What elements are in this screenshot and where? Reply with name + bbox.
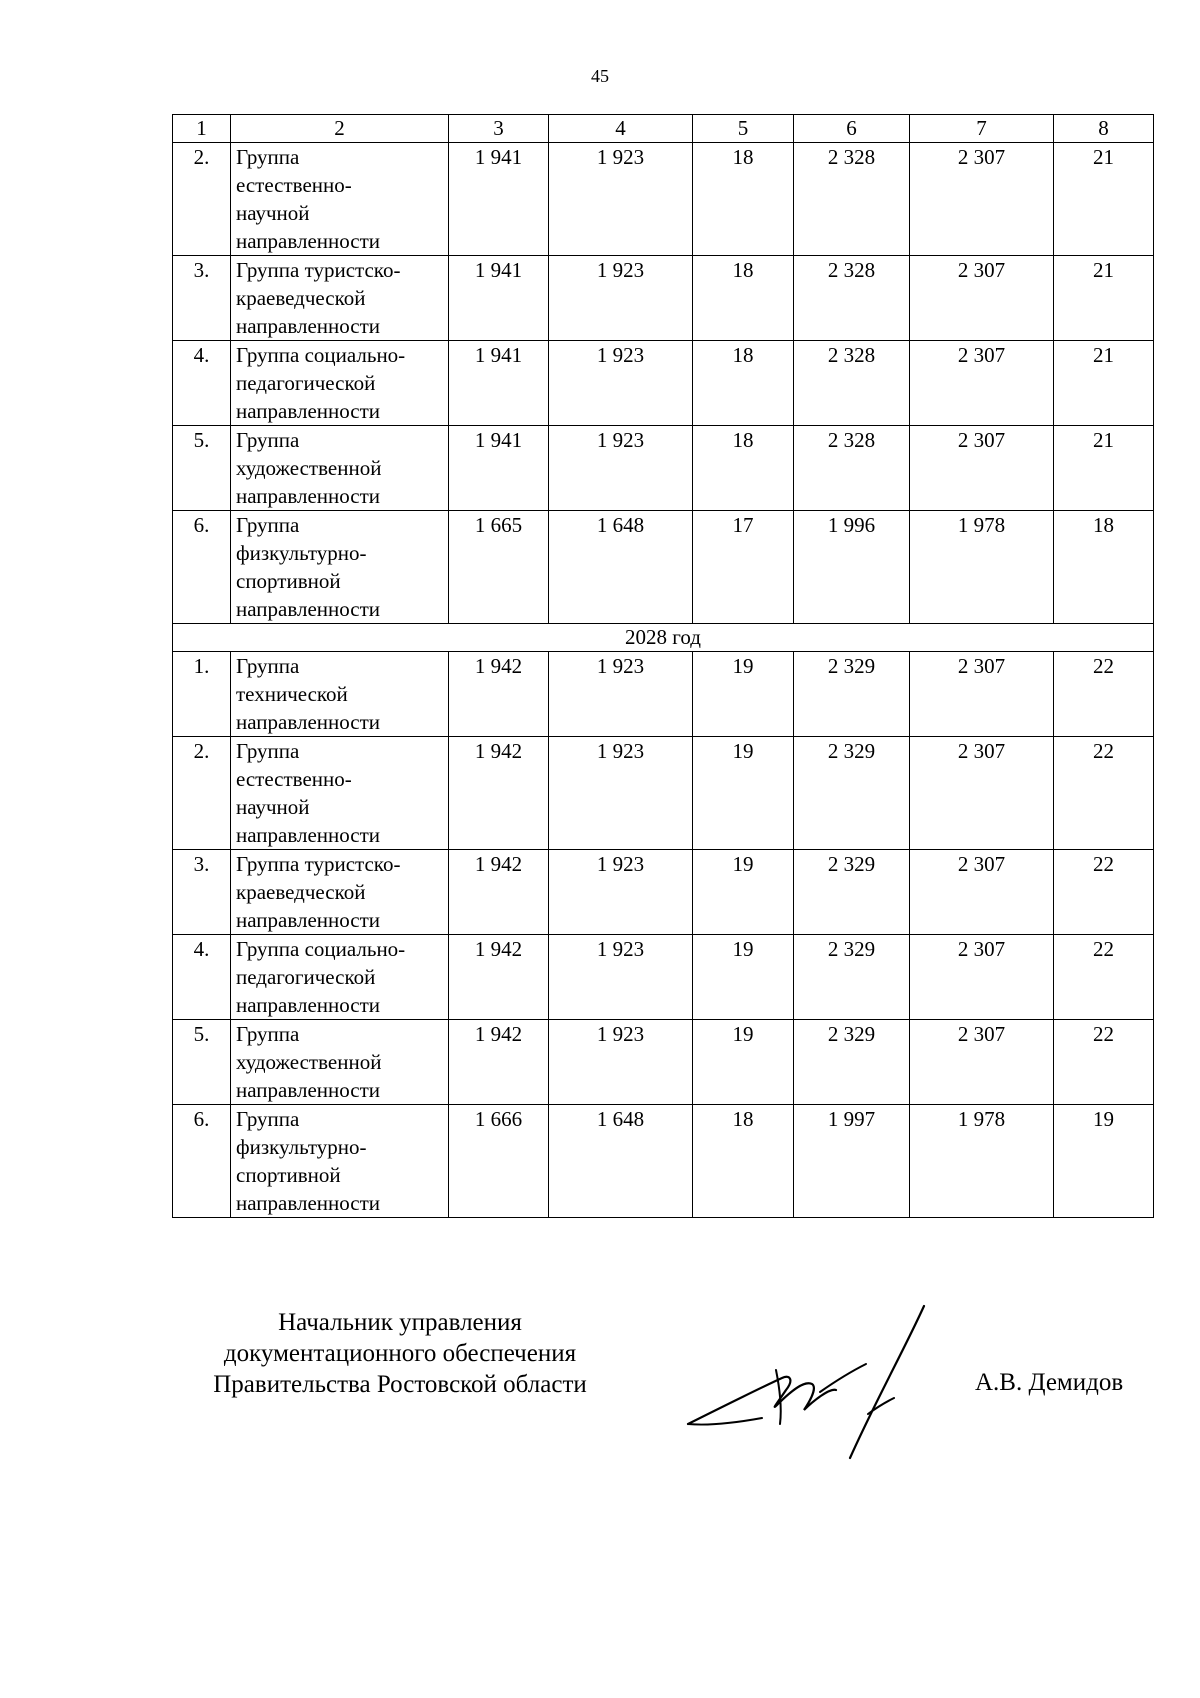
group-name-cell: Группа туристско- краеведческой направленности	[231, 850, 449, 935]
value-cell: 1 978	[910, 1105, 1054, 1218]
value-cell: 2 307	[910, 341, 1054, 426]
value-cell: 18	[693, 256, 794, 341]
row-number-cell: 6.	[173, 1105, 231, 1218]
value-cell: 21	[1054, 341, 1154, 426]
value-cell: 1 648	[549, 511, 693, 624]
position-line: Правительства Ростовской области	[213, 1371, 587, 1398]
value-cell: 2 307	[910, 1020, 1054, 1105]
value-cell: 18	[693, 426, 794, 511]
table-row	[173, 511, 1154, 624]
header-cell: 1	[173, 115, 231, 143]
value-cell: 1 942	[449, 935, 549, 1020]
value-cell: 2 307	[910, 652, 1054, 737]
value-cell: 2 328	[794, 341, 910, 426]
value-cell: 19	[693, 935, 794, 1020]
value-cell: 1 666	[449, 1105, 549, 1218]
value-cell: 22	[1054, 935, 1154, 1020]
table-row	[173, 652, 1154, 737]
row-number-cell: 4.	[173, 341, 231, 426]
row-number-cell: 5.	[173, 426, 231, 511]
value-cell: 19	[693, 737, 794, 850]
position-line: Начальник управления	[278, 1309, 522, 1336]
value-cell: 1 923	[549, 426, 693, 511]
value-cell: 1 942	[449, 737, 549, 850]
row-number-cell: 4.	[173, 935, 231, 1020]
group-name-cell: Группа туристско- краеведческой направленности	[231, 256, 449, 341]
value-cell: 2 328	[794, 426, 910, 511]
value-cell: 22	[1054, 652, 1154, 737]
row-number-cell: 2.	[173, 737, 231, 850]
table-row	[173, 256, 1154, 341]
value-cell: 1 942	[449, 850, 549, 935]
header-cell: 3	[449, 115, 549, 143]
group-name-cell: Группа естественно- научной направленности	[231, 737, 449, 850]
value-cell: 19	[693, 1020, 794, 1105]
value-cell: 21	[1054, 426, 1154, 511]
value-cell: 22	[1054, 1020, 1154, 1105]
header-cell: 6	[794, 115, 910, 143]
signature-position	[170, 1307, 630, 1400]
value-cell: 2 307	[910, 143, 1054, 256]
group-name-cell: Группа социально- педагогической направленности	[231, 341, 449, 426]
value-cell: 2 307	[910, 256, 1054, 341]
row-number-cell: 6.	[173, 511, 231, 624]
section-row	[173, 624, 1154, 652]
value-cell: 1 923	[549, 256, 693, 341]
row-number-cell: 2.	[173, 143, 231, 256]
row-number-cell: 1.	[173, 652, 231, 737]
value-cell: 1 923	[549, 737, 693, 850]
header-cell: 8	[1054, 115, 1154, 143]
header-cell: 7	[910, 115, 1054, 143]
value-cell: 1 648	[549, 1105, 693, 1218]
value-cell: 2 329	[794, 737, 910, 850]
value-cell: 19	[1054, 1105, 1154, 1218]
group-name-cell: Группа художественной направленности	[231, 426, 449, 511]
data-table	[172, 114, 1154, 1218]
value-cell: 1 942	[449, 1020, 549, 1105]
row-number-cell: 3.	[173, 850, 231, 935]
signer-name: А.В. Демидов	[975, 1369, 1124, 1396]
header-cell: 5	[693, 115, 794, 143]
table-row	[173, 341, 1154, 426]
value-cell: 2 307	[910, 426, 1054, 511]
value-cell: 2 307	[910, 737, 1054, 850]
group-name-cell: Группа художественной направленности	[231, 1020, 449, 1105]
value-cell: 18	[693, 1105, 794, 1218]
value-cell: 1 923	[549, 1020, 693, 1105]
value-cell: 2 307	[910, 850, 1054, 935]
value-cell: 1 923	[549, 850, 693, 935]
header-cell: 2	[231, 115, 449, 143]
value-cell: 1 923	[549, 652, 693, 737]
table-row	[173, 143, 1154, 256]
value-cell: 21	[1054, 256, 1154, 341]
value-cell: 1 941	[449, 341, 549, 426]
value-cell: 2 329	[794, 1020, 910, 1105]
value-cell: 1 996	[794, 511, 910, 624]
value-cell: 1 923	[549, 143, 693, 256]
value-cell: 2 329	[794, 935, 910, 1020]
value-cell: 2 328	[794, 143, 910, 256]
value-cell: 2 328	[794, 256, 910, 341]
value-cell: 22	[1054, 850, 1154, 935]
section-label: 2028 год	[173, 624, 1154, 652]
handwritten-signature	[680, 1300, 960, 1460]
value-cell: 19	[693, 850, 794, 935]
table-header-row	[173, 115, 1154, 143]
header-cell: 4	[549, 115, 693, 143]
group-name-cell: Группа физкультурно- спортивной направленности	[231, 1105, 449, 1218]
value-cell: 1 665	[449, 511, 549, 624]
table-row	[173, 426, 1154, 511]
value-cell: 1 997	[794, 1105, 910, 1218]
value-cell: 18	[1054, 511, 1154, 624]
table-row	[173, 1105, 1154, 1218]
table-row	[173, 737, 1154, 850]
value-cell: 1 941	[449, 256, 549, 341]
value-cell: 1 923	[549, 341, 693, 426]
table-row	[173, 935, 1154, 1020]
group-name-cell: Группа естественно- научной направленности	[231, 143, 449, 256]
table-row	[173, 1020, 1154, 1105]
page-number: 45	[591, 66, 609, 86]
value-cell: 19	[693, 652, 794, 737]
value-cell: 18	[693, 143, 794, 256]
value-cell: 1 978	[910, 511, 1054, 624]
group-name-cell: Группа физкультурно- спортивной направленности	[231, 511, 449, 624]
group-name-cell: Группа социально- педагогической направленности	[231, 935, 449, 1020]
row-number-cell: 5.	[173, 1020, 231, 1105]
value-cell: 2 329	[794, 652, 910, 737]
value-cell: 18	[693, 341, 794, 426]
group-name-cell: Группа технической направленности	[231, 652, 449, 737]
value-cell: 1 941	[449, 143, 549, 256]
value-cell: 1 923	[549, 935, 693, 1020]
value-cell: 1 942	[449, 652, 549, 737]
value-cell: 2 307	[910, 935, 1054, 1020]
value-cell: 17	[693, 511, 794, 624]
value-cell: 2 329	[794, 850, 910, 935]
position-line: документационного обеспечения	[223, 1340, 577, 1367]
value-cell: 1 941	[449, 426, 549, 511]
value-cell: 21	[1054, 143, 1154, 256]
value-cell: 22	[1054, 737, 1154, 850]
table-row	[173, 850, 1154, 935]
row-number-cell: 3.	[173, 256, 231, 341]
